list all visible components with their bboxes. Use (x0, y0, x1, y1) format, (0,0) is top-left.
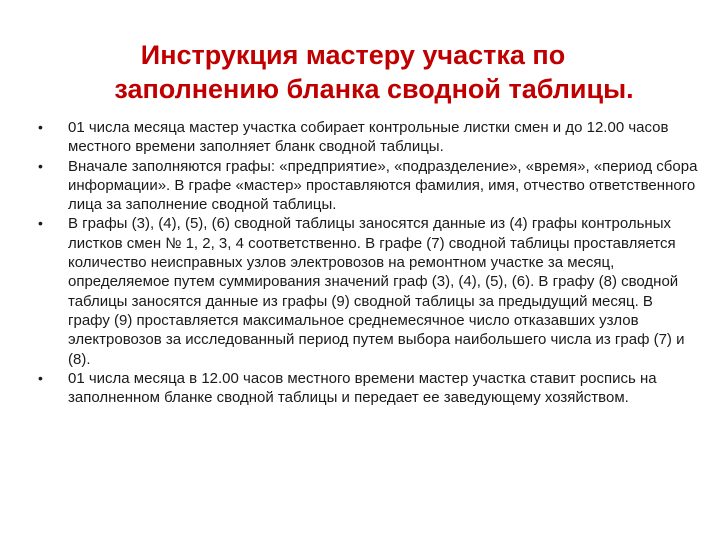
slide-title (40, 38, 700, 106)
slide-title-line-1: Инструкция мастеру участка по (140, 40, 566, 70)
bullet-list (38, 118, 698, 407)
bullet-text: 01 числа месяца в 12.00 часов местного времени мастер участка ставит роспись на заполненном бланке сводной таблицы и передает ее заведующему хозяйством. (68, 369, 657, 407)
bullet-icon: • (38, 119, 43, 135)
slide-title-line-2: заполнению бланка сводной таблицы. (114, 74, 634, 104)
bullet-text: В графы (3), (4), (5), (6) сводной таблицы заносятся данные из (4) графы контрольных листков смен № 1, 2, 3, 4 соответственно. В графе (7) сводной таблицы проставляется количество неисправных узлов электровозов на ремонтном участке за месяц, определяемое путем суммирования значений граф (3), (4), (5), (6). В графу (8) сводной таблицы заносятся данные из графы (9) сводной таблицы за предыдущий месяц. В графу (9) проставляется максимальное среднемесячное число отказавших узлов электровозов за исследованный период путем выбора наибольшего числа из граф (7) и (8). (68, 215, 685, 368)
bullet-text: 01 числа месяца мастер участка собирает контрольные листки смен и до 12.00 часов местного времени заполняет бланк сводной таблицы. (68, 119, 669, 156)
bullet-text: Вначале заполняются графы: «предприятие», «подразделение», «время», «период сбора информации». В графе «мастер» проставляются фамилия, имя, отчество ответственного лица за заполнение сводной таблицы. (68, 157, 698, 214)
bullet-item-1 (38, 118, 698, 157)
bullet-item-4 (38, 369, 698, 408)
bullet-icon: • (38, 157, 43, 174)
bullet-icon: • (38, 369, 43, 386)
bullet-icon: • (38, 215, 43, 232)
bullet-item-2 (38, 157, 698, 215)
bullet-item-3 (38, 214, 698, 368)
